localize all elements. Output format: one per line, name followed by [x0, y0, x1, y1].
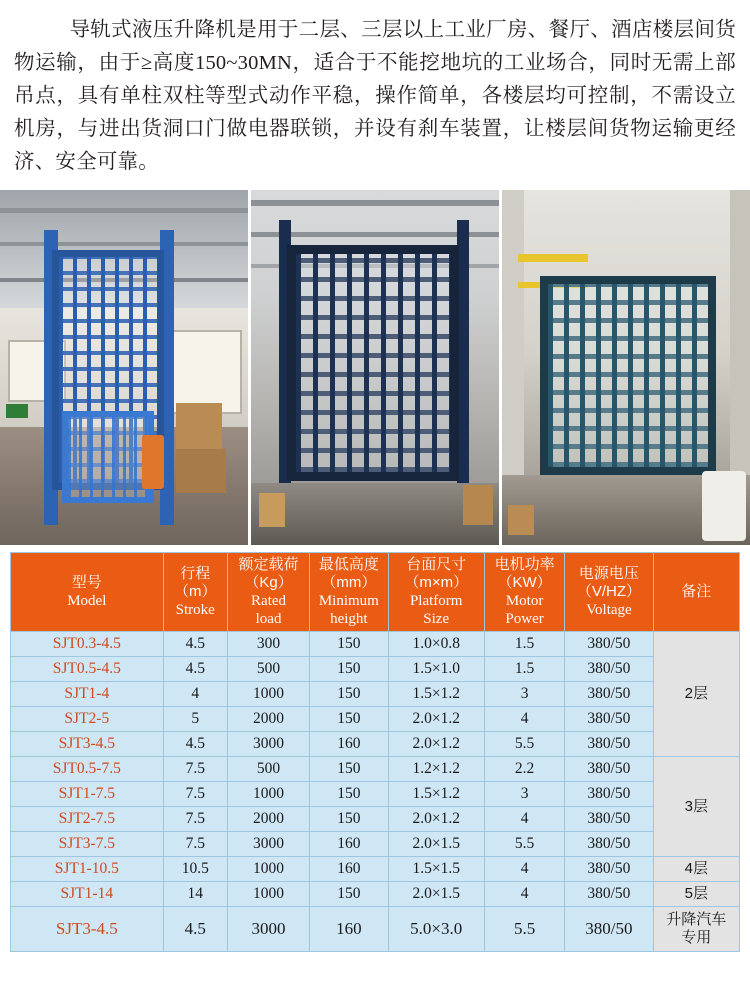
header-size-en2: Size: [423, 611, 450, 627]
cell-motor-power: 5.5: [484, 732, 564, 757]
header-minimum-height: [310, 553, 388, 632]
cell-platform-size: 2.0×1.2: [388, 732, 484, 757]
ceiling-beam: [0, 208, 248, 213]
lift-platform-basket: [62, 411, 154, 503]
cell-platform-size: 1.5×1.5: [388, 857, 484, 882]
header-minh-cn1: 最低高度: [318, 556, 379, 573]
cell-note-car-lift: [653, 907, 739, 952]
stacked-box: [176, 449, 226, 493]
header-model: [11, 553, 164, 632]
cell-model: SJT2-7.5: [11, 807, 164, 832]
exit-sign: [6, 404, 28, 418]
cell-stroke: 4.5: [163, 632, 227, 657]
cell-minimum-height: 160: [310, 907, 388, 952]
photo-dark-blue-cargo-lift: [251, 190, 499, 545]
cell-motor-power: 4: [484, 857, 564, 882]
cell-platform-size: 5.0×3.0: [388, 907, 484, 952]
stacked-box: [176, 403, 222, 449]
cell-voltage: 380/50: [565, 807, 653, 832]
header-model-cn: 型号: [71, 574, 102, 591]
header-size-cn2: （m×m）: [404, 574, 469, 591]
cell-voltage: 380/50: [565, 632, 653, 657]
table-row: [11, 682, 740, 707]
cell-minimum-height: 150: [310, 782, 388, 807]
cell-load: 3000: [227, 732, 309, 757]
header-load-cn2: （Kg）: [244, 574, 293, 591]
cell-motor-power: 5.5: [484, 832, 564, 857]
cell-model: SJT1-10.5: [11, 857, 164, 882]
cell-load: 500: [227, 657, 309, 682]
table-row: [11, 632, 740, 657]
cell-platform-size: 2.0×1.5: [388, 882, 484, 907]
header-volt-en: Voltage: [586, 602, 632, 618]
cell-minimum-height: 150: [310, 682, 388, 707]
table-header-row: [11, 553, 740, 632]
ceiling-beam: [0, 242, 248, 246]
cell-motor-power: 5.5: [484, 907, 564, 952]
cell-model: SJT1-14: [11, 882, 164, 907]
product-photo-strip: [0, 190, 750, 545]
cell-voltage: 380/50: [565, 707, 653, 732]
cell-motor-power: 1.5: [484, 657, 564, 682]
roof-beam: [251, 200, 499, 206]
header-load-en1: Rated: [251, 593, 287, 609]
cell-note-4floor: 4层: [653, 857, 739, 882]
cell-minimum-height: 150: [310, 807, 388, 832]
cell-load: 2000: [227, 707, 309, 732]
cell-minimum-height: 150: [310, 882, 388, 907]
cell-platform-size: 1.5×1.0: [388, 657, 484, 682]
header-motor-power: [484, 553, 564, 632]
table-row: [11, 882, 740, 907]
table-row: [11, 857, 740, 882]
cell-load: 2000: [227, 807, 309, 832]
cell-voltage: 380/50: [565, 782, 653, 807]
cell-note-2floor: 2层: [653, 632, 739, 757]
cell-motor-power: 4: [484, 882, 564, 907]
table-row: [11, 732, 740, 757]
cell-minimum-height: 160: [310, 857, 388, 882]
header-stroke-cn1: 行程: [180, 565, 211, 582]
cell-model: SJT0.5-4.5: [11, 657, 164, 682]
spec-table-wrapper: [0, 545, 750, 952]
cell-model: SJT3-7.5: [11, 832, 164, 857]
header-rated-load: [227, 553, 309, 632]
header-load-en2: load: [255, 611, 282, 627]
cell-motor-power: 3: [484, 682, 564, 707]
header-stroke-en: Stroke: [175, 602, 215, 618]
workshop-floor: [251, 483, 499, 545]
header-volt-cn1: 电源电压: [578, 565, 639, 582]
cell-model: SJT0.3-4.5: [11, 632, 164, 657]
note-car-lift-line1: 升降汽车: [666, 911, 727, 928]
table-row: [11, 757, 740, 782]
cell-voltage: 380/50: [565, 682, 653, 707]
cell-load: 3000: [227, 907, 309, 952]
cell-platform-size: 1.5×1.2: [388, 682, 484, 707]
cell-motor-power: 2.2: [484, 757, 564, 782]
photo-teal-cage-lift-bay: [502, 190, 750, 545]
note-car-lift-line2: 专用: [681, 929, 712, 946]
cell-stroke: 4.5: [163, 657, 227, 682]
header-minh-en1: Minimum: [318, 593, 379, 609]
header-power-en2: Power: [505, 611, 544, 627]
cell-model: SJT3-4.5: [11, 907, 164, 952]
spec-table: [10, 552, 740, 952]
header-power-cn1: 电机功率: [494, 556, 555, 573]
cell-minimum-height: 150: [310, 632, 388, 657]
table-row: [11, 657, 740, 682]
cardboard-carton: [508, 505, 534, 535]
cell-voltage: 380/50: [565, 757, 653, 782]
cell-voltage: 380/50: [565, 857, 653, 882]
header-power-en1: Motor: [505, 593, 544, 609]
cell-platform-size: 1.0×0.8: [388, 632, 484, 657]
wooden-pallet: [463, 485, 493, 525]
white-bag: [702, 471, 746, 541]
cell-minimum-height: 150: [310, 707, 388, 732]
header-minh-cn2: （mm）: [321, 574, 377, 591]
cell-motor-power: 4: [484, 707, 564, 732]
cell-stroke: 4.5: [163, 732, 227, 757]
cell-minimum-height: 160: [310, 732, 388, 757]
cell-stroke: 7.5: [163, 782, 227, 807]
cell-platform-size: 1.5×1.2: [388, 782, 484, 807]
cell-voltage: 380/50: [565, 732, 653, 757]
cell-load: 3000: [227, 832, 309, 857]
header-load-cn1: 额定载荷: [238, 556, 299, 573]
cell-stroke: 7.5: [163, 757, 227, 782]
cell-model: SJT1-4: [11, 682, 164, 707]
header-minh-en2: height: [330, 611, 368, 627]
cell-stroke: 4.5: [163, 907, 227, 952]
header-note: [653, 553, 739, 632]
cell-motor-power: 1.5: [484, 632, 564, 657]
cell-load: 500: [227, 757, 309, 782]
workshop-window: [168, 330, 242, 414]
cell-model: SJT0.5-7.5: [11, 757, 164, 782]
lift-cage: [540, 276, 716, 475]
header-platform-size: [388, 553, 484, 632]
cell-minimum-height: 150: [310, 657, 388, 682]
cell-motor-power: 4: [484, 807, 564, 832]
cell-model: SJT3-4.5: [11, 732, 164, 757]
cell-note-5floor: 5层: [653, 882, 739, 907]
photo-blue-rail-lift-workshop: [0, 190, 248, 545]
cell-load: 300: [227, 632, 309, 657]
header-stroke-cn2: （m）: [174, 583, 217, 600]
table-row: [11, 832, 740, 857]
cell-note-3floor: 3层: [653, 757, 739, 857]
yellow-handrail: [518, 254, 588, 262]
header-power-cn2: （KW）: [497, 574, 552, 591]
cell-stroke: 14: [163, 882, 227, 907]
header-model-en: Model: [67, 593, 107, 609]
intro-paragraph: [0, 0, 750, 179]
cell-model: SJT2-5: [11, 707, 164, 732]
header-size-cn1: 台面尺寸: [406, 556, 467, 573]
lift-cage: [287, 245, 459, 481]
cell-minimum-height: 160: [310, 832, 388, 857]
header-size-en1: Platform: [409, 593, 463, 609]
cell-voltage: 380/50: [565, 907, 653, 952]
table-row: [11, 707, 740, 732]
cell-stroke: 7.5: [163, 807, 227, 832]
cell-platform-size: 2.0×1.5: [388, 832, 484, 857]
cell-platform-size: 2.0×1.2: [388, 807, 484, 832]
header-volt-cn2: （V/HZ）: [576, 583, 641, 600]
header-note-cn: 备注: [681, 583, 712, 600]
cell-stroke: 4: [163, 682, 227, 707]
cell-stroke: 5: [163, 707, 227, 732]
table-row: [11, 782, 740, 807]
cell-model: SJT1-7.5: [11, 782, 164, 807]
cell-load: 1000: [227, 782, 309, 807]
cell-voltage: 380/50: [565, 657, 653, 682]
table-row: [11, 807, 740, 832]
cell-motor-power: 3: [484, 782, 564, 807]
cell-platform-size: 1.2×1.2: [388, 757, 484, 782]
cell-voltage: 380/50: [565, 832, 653, 857]
cell-load: 1000: [227, 682, 309, 707]
cell-stroke: 10.5: [163, 857, 227, 882]
intro-text: 导轨式液压升降机是用于二层、三层以上工业厂房、餐厅、酒店楼层间货物运输，由于≥高度150~30MN，适合于不能挖地坑的工业场合，同时无需上部吊点，具有单柱双柱等型式动作平稳，操作简单，各楼层均可控制，不需设立机房，与进出货洞口门做电器联锁，并设有刹车装置，让楼层间货物运输更经济、安全可靠。: [14, 19, 736, 173]
header-stroke: [163, 553, 227, 632]
cell-load: 1000: [227, 857, 309, 882]
cell-voltage: 380/50: [565, 882, 653, 907]
cell-load: 1000: [227, 882, 309, 907]
header-voltage: [565, 553, 653, 632]
cell-stroke: 7.5: [163, 832, 227, 857]
cell-platform-size: 2.0×1.2: [388, 707, 484, 732]
table-row: [11, 907, 740, 952]
cell-minimum-height: 150: [310, 757, 388, 782]
wooden-pallet: [259, 493, 285, 527]
orange-drum: [142, 435, 164, 489]
